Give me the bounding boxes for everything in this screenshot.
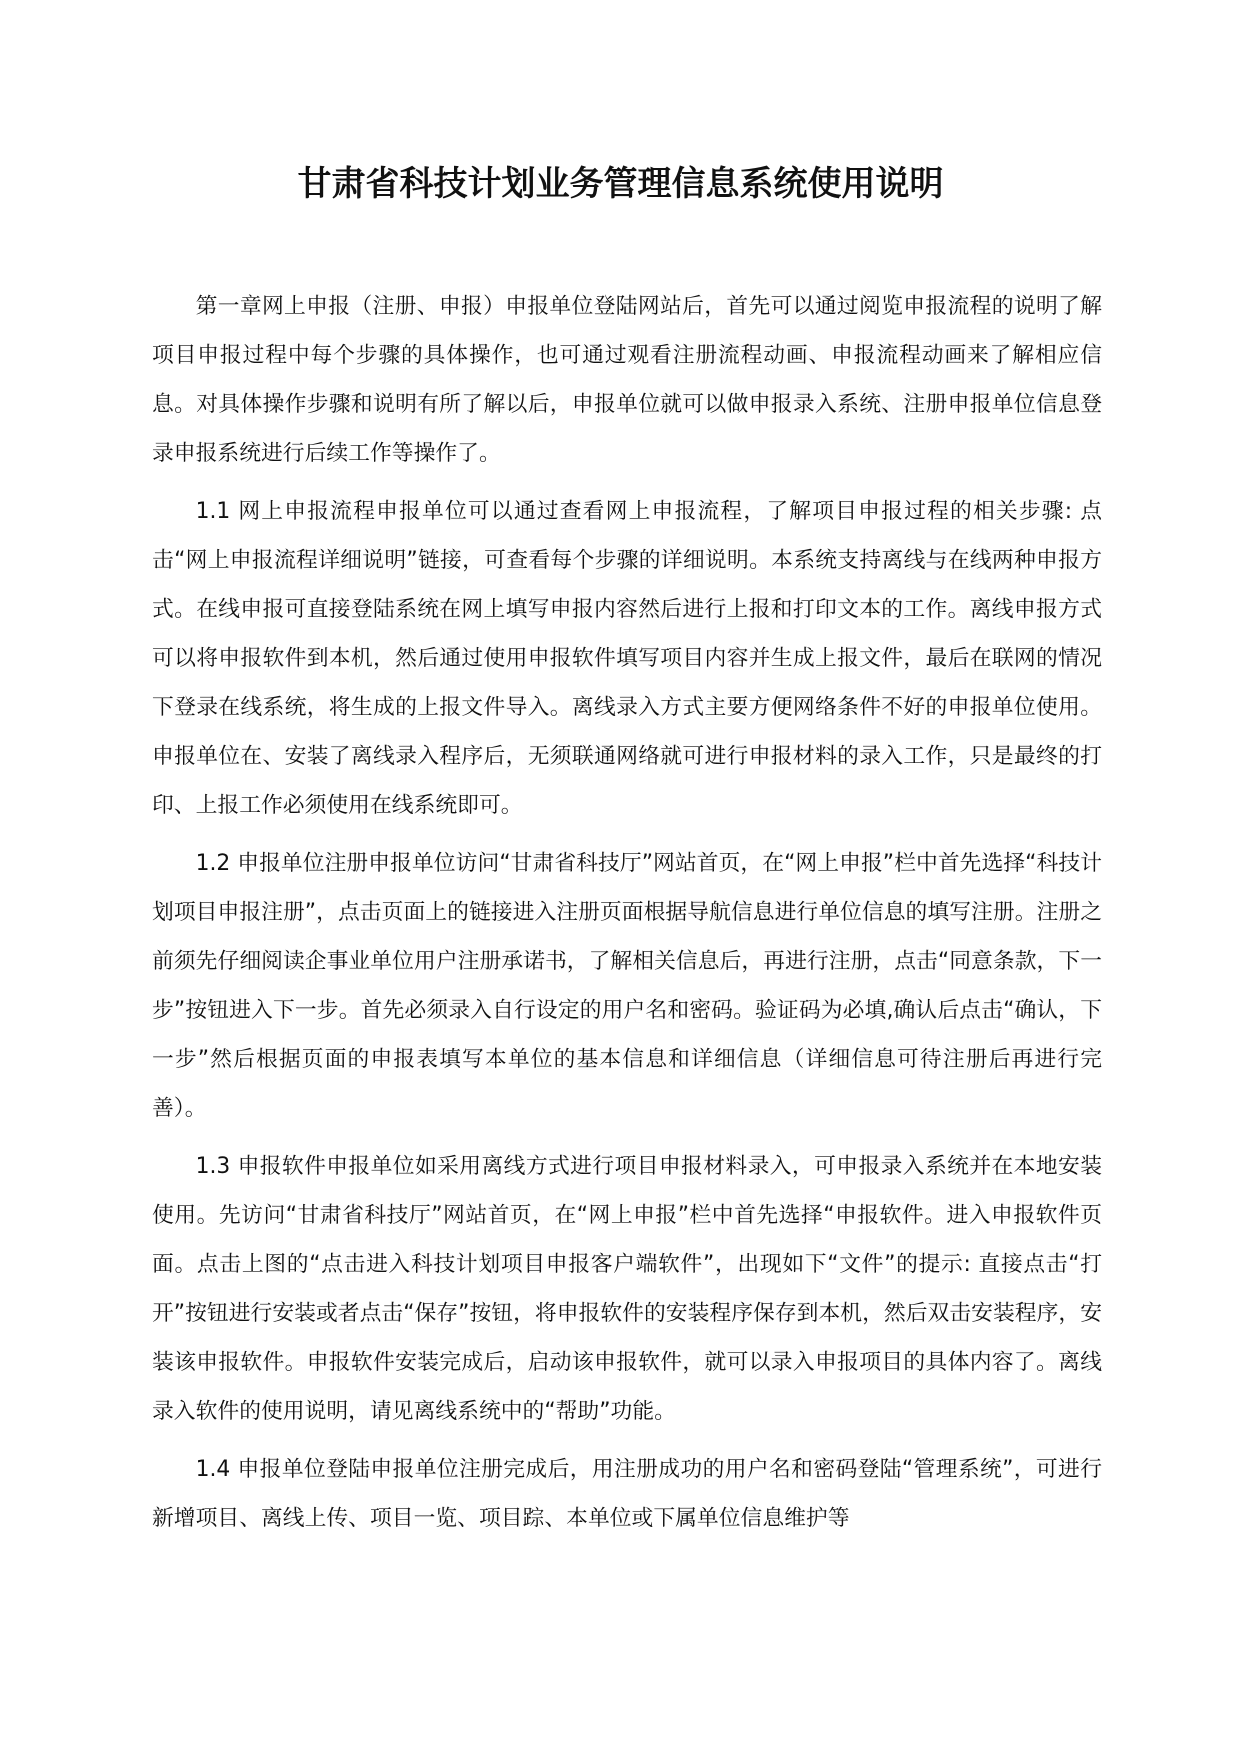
document-title: 甘肃省科技计划业务管理信息系统使用说明 xyxy=(297,164,944,204)
paragraph-section-1-4: 1.4 申报单位登陆申报单位注册完成后，用注册成功的用户名和密码登陆“管理系统”，可进行新增项目、离线上传、项目一览、项目踪、本单位或下属单位信息维护等 xyxy=(152,1457,1102,1531)
paragraph-section-1-3: 1.3 申报软件申报单位如采用离线方式进行项目申报材料录入，可申报录入系统并在本地安装使用。先访问“甘肃省科技厅”网站首页，在“网上申报”栏中首先选择“申报软件。进入申报软件页面。点击上图的“点击进入科技计划项目申报客户端软件”，出现如下“文件”的提示: 直接点击“打开”按钮进行安装或者点击“保存”按钮，将申报软件的安装程序保存到本机，然后双击安装程序，安装该申报软件。申报软件安装完成后，启动该申报软件，就可以录入申报项目的具体内容了。离线录入软件的使用说明，请见离线系统中的“帮助”功能。 xyxy=(152,1154,1102,1424)
paragraph-section-1-2: 1.2 申报单位注册申报单位访问“甘肃省科技厅”网站首页，在“网上申报”栏中首先选择“科技计划项目申报注册”，点击页面上的链接进入注册页面根据导航信息进行单位信息的填写注册。注册之前须先仔细阅读企事业单位用户注册承诺书，了解相关信息后，再进行注册，点击“同意条款，下一步”按钮进入下一步。首先必须录入自行设定的用户名和密码。验证码为必填,确认后点击“确认，下一步”然后根据页面的申报表填写本单位的基本信息和详细信息（详细信息可待注册后再进行完善）。 xyxy=(152,851,1102,1121)
paragraph-intro: 第一章网上申报（注册、申报）申报单位登陆网站后，首先可以通过阅览申报流程的说明了解项目申报过程中每个步骤的具体操作，也可通过观看注册流程动画、申报流程动画来了解相应信息。对具体操作步骤和说明有所了解以后，申报单位就可以做申报录入系统、注册申报单位信息登录申报系统进行后续工作等操作了。 xyxy=(152,294,1102,466)
paragraph-section-1-1: 1.1 网上申报流程申报单位可以通过查看网上申报流程，了解项目申报过程的相关步骤: 点击“网上申报流程详细说明”链接，可查看每个步骤的详细说明。本系统支持离线与在线两种申报方式。在线申报可直接登陆系统在网上填写申报内容然后进行上报和打印文本的工作。离线申报方式可以将申报软件到本机，然后通过使用申报软件填写项目内容并生成上报文件，最后在联网的情况下登录在线系统，将生成的上报文件导入。离线录入方式主要方便网络条件不好的申报单位使用。申报单位在、安装了离线录入程序后，无须联通网络就可进行申报材料的录入工作，只是最终的打印、上报工作必须使用在线系统即可。 xyxy=(152,499,1102,818)
document-body xyxy=(152,280,1102,1754)
